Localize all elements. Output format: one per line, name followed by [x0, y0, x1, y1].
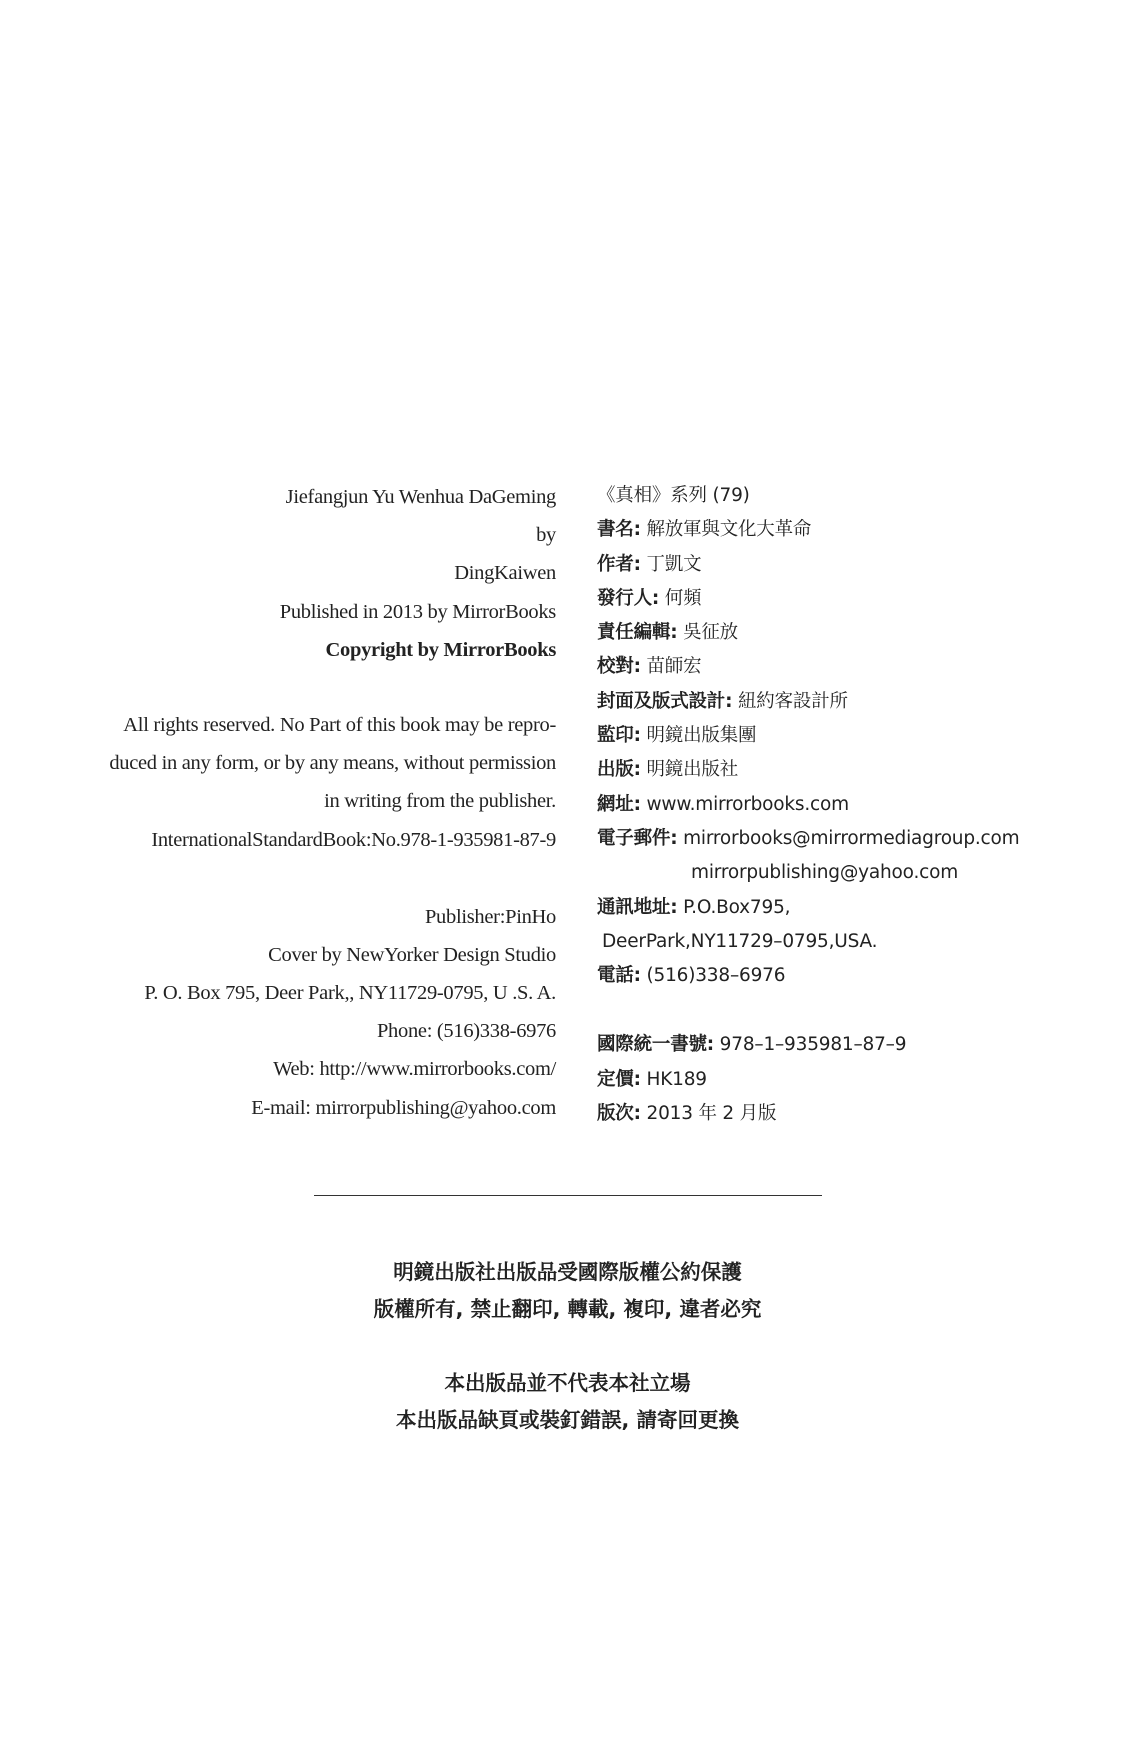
email-zh-2: mirrorpublishing@yahoo.com	[691, 862, 959, 884]
rights-line-3: in writing from the publisher.	[324, 790, 556, 813]
divider-line	[314, 1195, 822, 1196]
phone-en: Phone: (516)338-6976	[376, 1020, 556, 1043]
issuer-zh: 發行人: 何頻	[597, 587, 702, 609]
address-zh: 通訊地址: P.O.Box795,	[597, 896, 791, 918]
printer-zh: 監印: 明鏡出版集團	[597, 725, 757, 747]
notice-line-2: 版權所有, 禁止翻印, 轉載, 複印, 違者必究	[373, 1297, 762, 1321]
address-en: P. O. Box 795, Deer Park,, NY11729-0795, U .S. A.	[144, 982, 556, 1005]
web-en: Web: http://www.mirrorbooks.com/	[273, 1058, 556, 1081]
website-zh: 網址: www.mirrorbooks.com	[597, 793, 849, 815]
author-en: DingKaiwen	[454, 562, 556, 585]
rights-line-1: All rights reserved. No Part of this book may be repro-	[123, 713, 556, 736]
edition-zh: 版次: 2013 年 2 月版	[597, 1103, 777, 1125]
isbn-zh: 國際統一書號: 978–1–935981–87–9	[597, 1034, 907, 1056]
by-text: by	[536, 524, 556, 547]
notice-line-3: 本出版品並不代表本社立場	[444, 1371, 691, 1395]
design-zh: 封面及版式設計: 紐約客設計所	[597, 690, 848, 712]
book-title-en: Jiefangjun Yu Wenhua DaGeming	[285, 486, 556, 508]
publisher-en: Publisher:PinHo	[424, 905, 556, 928]
rights-line-2: duced in any form, or by any means, without permission	[109, 752, 556, 775]
price-zh: 定價: HK189	[597, 1068, 707, 1090]
cover-design-en: Cover by NewYorker Design Studio	[268, 943, 556, 966]
series-zh: 《真相》系列 (79)	[597, 485, 750, 506]
email-en: E-mail: mirrorpublishing@yahoo.com	[251, 1096, 556, 1119]
phone-zh: 電話: (516)338–6976	[597, 965, 786, 987]
published-line: Published in 2013 by MirrorBooks	[279, 600, 556, 623]
notice-line-4: 本出版品缺頁或裝釘錯誤, 請寄回更換	[396, 1408, 739, 1432]
author-zh: 作者: 丁凱文	[597, 553, 702, 575]
notice-line-1: 明鏡出版社出版品受國際版權公約保護	[393, 1260, 742, 1284]
disclaimer-notice-zh	[0, 1365, 1135, 1439]
proofreader-zh: 校對: 苗師宏	[597, 656, 702, 678]
copyright-notice-zh	[0, 1254, 1135, 1328]
english-colophon	[40, 478, 556, 1127]
book-title-zh: 書名: 解放軍與文化大革命	[597, 519, 812, 541]
publisher-zh: 出版: 明鏡出版社	[597, 759, 738, 781]
email-zh: 電子郵件: mirrorbooks@mirrormediagroup.com	[597, 827, 1020, 849]
isbn-en: InternationalStandardBook:No.978-1-935981-87-9	[151, 828, 556, 851]
address-zh-2: DeerPark,NY11729–0795,USA.	[602, 930, 878, 952]
editor-zh: 責任編輯: 吳征放	[597, 622, 738, 644]
chinese-colophon	[597, 479, 1117, 1131]
copyright-line: Copyright by MirrorBooks	[325, 638, 556, 661]
